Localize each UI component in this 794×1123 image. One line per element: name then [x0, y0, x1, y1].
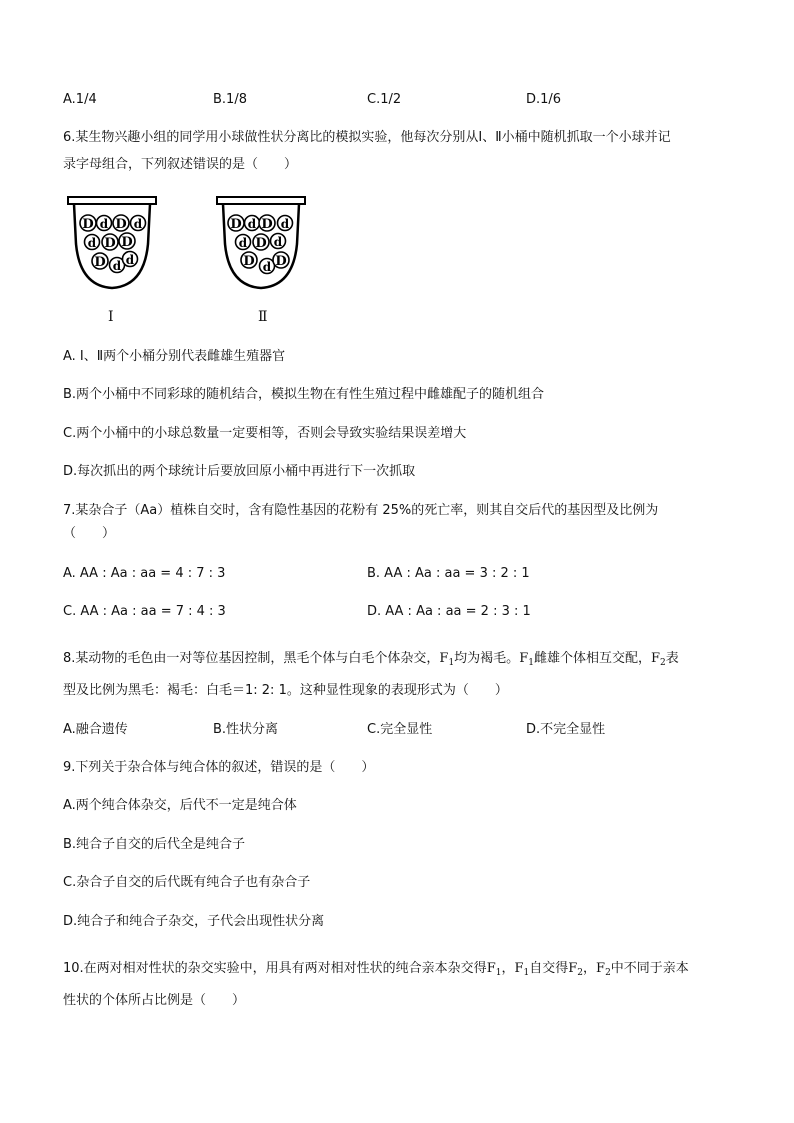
bucket-2-figure [215, 194, 309, 294]
q10-text-b: ， [501, 961, 515, 976]
q8-f1-symbol: $F_1$ [439, 651, 455, 668]
q9-option-d: D.纯合子和纯合子杂交，子代会出现性状分离 [63, 914, 325, 929]
q8-text-a: 8.某动物的毛色由一对等位基因控制，黑毛个体与白毛个体杂交， [63, 651, 440, 666]
q10-f1-symbol: $F_1$ [486, 961, 502, 978]
ball-recessive-label: d [247, 217, 257, 231]
q8-f2-symbol: $F_2$ [650, 651, 666, 668]
q7-stem-line2: （ ） [63, 526, 116, 541]
q8-option-d: D.不完全显性 [526, 722, 606, 737]
q8-f1-symbol-2: $F_1$ [519, 651, 534, 668]
q10-stem-line2: 性状的个体所占比例是（ ） [63, 993, 246, 1008]
q7-stem-line1: 7.某杂合子（Aa）植株自交时，含有隐性基因的花粉有 25%的死亡率，则其自交后代的基因型及比例为 [63, 503, 659, 518]
ball-dominant-label: D [121, 235, 133, 250]
q8-text-c: 雌雄个体相互交配， [533, 651, 651, 666]
q10-stem-line1 [63, 959, 689, 980]
q7-option-a: A. AA : Aa : aa = 4 : 7 : 3 [63, 566, 226, 581]
q6-option-a: A. Ⅰ、Ⅱ两个小桶分别代表雌雄生殖器官 [63, 349, 286, 364]
q9-option-c: C.杂合子自交的后代既有纯合子也有杂合子 [63, 875, 311, 890]
q10-text-d: ， [583, 961, 597, 976]
q8-stem-line1 [63, 649, 679, 670]
q6-option-b: B.两个小桶中不同彩球的随机结合，模拟生物在有性生殖过程中雌雄配子的随机组合 [63, 387, 545, 402]
q5-option-c: C.1/2 [367, 92, 402, 107]
ball-dominant-label: D [82, 217, 94, 232]
q8-text-b: 均为褐毛。 [454, 651, 520, 666]
bucket-2-label: Ⅱ [258, 309, 268, 325]
ball-dominant-label: D [230, 217, 242, 232]
q6-option-c: C.两个小桶中的小球总数量一定要相等，否则会导致实验结果误差增大 [63, 426, 467, 441]
ball-dominant-label: D [115, 217, 127, 232]
bucket-1-lid [68, 197, 156, 204]
q9-option-a: A.两个纯合体杂交，后代不一定是纯合体 [63, 798, 297, 813]
ball-recessive-label: d [125, 253, 135, 267]
bucket-1-balls [80, 215, 146, 273]
q7-option-c: C. AA : Aa : aa = 7 : 4 : 3 [63, 604, 226, 619]
ball-recessive-label: d [133, 217, 143, 231]
bucket-2-lid [217, 197, 305, 204]
q10-f2-symbol-2: $F_2$ [596, 961, 611, 978]
ball-dominant-label: D [255, 236, 267, 251]
q6-stem-line1: 6.某生物兴趣小组的同学用小球做性状分离比的模拟实验，他每次分别从Ⅰ、Ⅱ小桶中随机抓取一个小球并记 [63, 130, 671, 145]
q6-option-d: D.每次抓出的两个球统计后要放回原小桶中再进行下一次抓取 [63, 464, 416, 479]
q10-text-e: 中不同于亲本 [610, 961, 689, 976]
q5-option-b: B.1/8 [213, 92, 247, 107]
ball-recessive-label: d [87, 236, 97, 250]
q8-option-c: C.完全显性 [367, 722, 433, 737]
ball-dominant-label: D [261, 217, 273, 232]
ball-recessive-label: d [280, 217, 290, 231]
bucket-1-label: Ⅰ [108, 309, 114, 325]
q10-text-a: 10.在两对相对性状的杂交实验中，用具有两对相对性状的纯合亲本杂交得 [63, 961, 487, 976]
q9-option-b: B.纯合子自交的后代全是纯合子 [63, 837, 246, 852]
ball-dominant-label: D [275, 254, 287, 269]
q9-stem: 9.下列关于杂合体与纯合体的叙述，错误的是（ ） [63, 760, 375, 775]
q8-option-b: B.性状分离 [213, 722, 279, 737]
q8-stem-line2: 型及比例为黑毛：褐毛：白毛＝1: 2: 1。这种显性现象的表现形式为（ ） [63, 683, 508, 698]
q7-option-d: D. AA : Aa : aa = 2 : 3 : 1 [367, 604, 531, 619]
q5-option-a: A.1/4 [63, 92, 97, 107]
ball-recessive-label: d [262, 260, 272, 274]
ball-dominant-label: D [243, 254, 255, 269]
q7-option-b: B. AA : Aa : aa = 3 : 2 : 1 [367, 566, 530, 581]
ball-recessive-label: d [99, 217, 109, 231]
q10-f1-symbol-2: $F_1$ [514, 961, 530, 978]
bucket-2-balls [228, 215, 293, 274]
ball-dominant-label: D [94, 255, 106, 270]
bucket-1-figure [66, 194, 160, 294]
q8-text-d: 表 [665, 651, 679, 666]
q5-option-d: D.1/6 [526, 92, 562, 107]
ball-dominant-label: D [104, 236, 116, 251]
q8-option-a: A.融合遗传 [63, 722, 128, 737]
q10-f2-symbol: $F_2$ [568, 961, 584, 978]
ball-recessive-label: d [238, 236, 248, 250]
q6-stem-line2: 录字母组合，下列叙述错误的是（ ） [63, 157, 298, 172]
q10-text-c: 自交得 [529, 961, 569, 976]
ball-recessive-label: d [273, 235, 283, 249]
ball-recessive-label: d [112, 259, 122, 273]
